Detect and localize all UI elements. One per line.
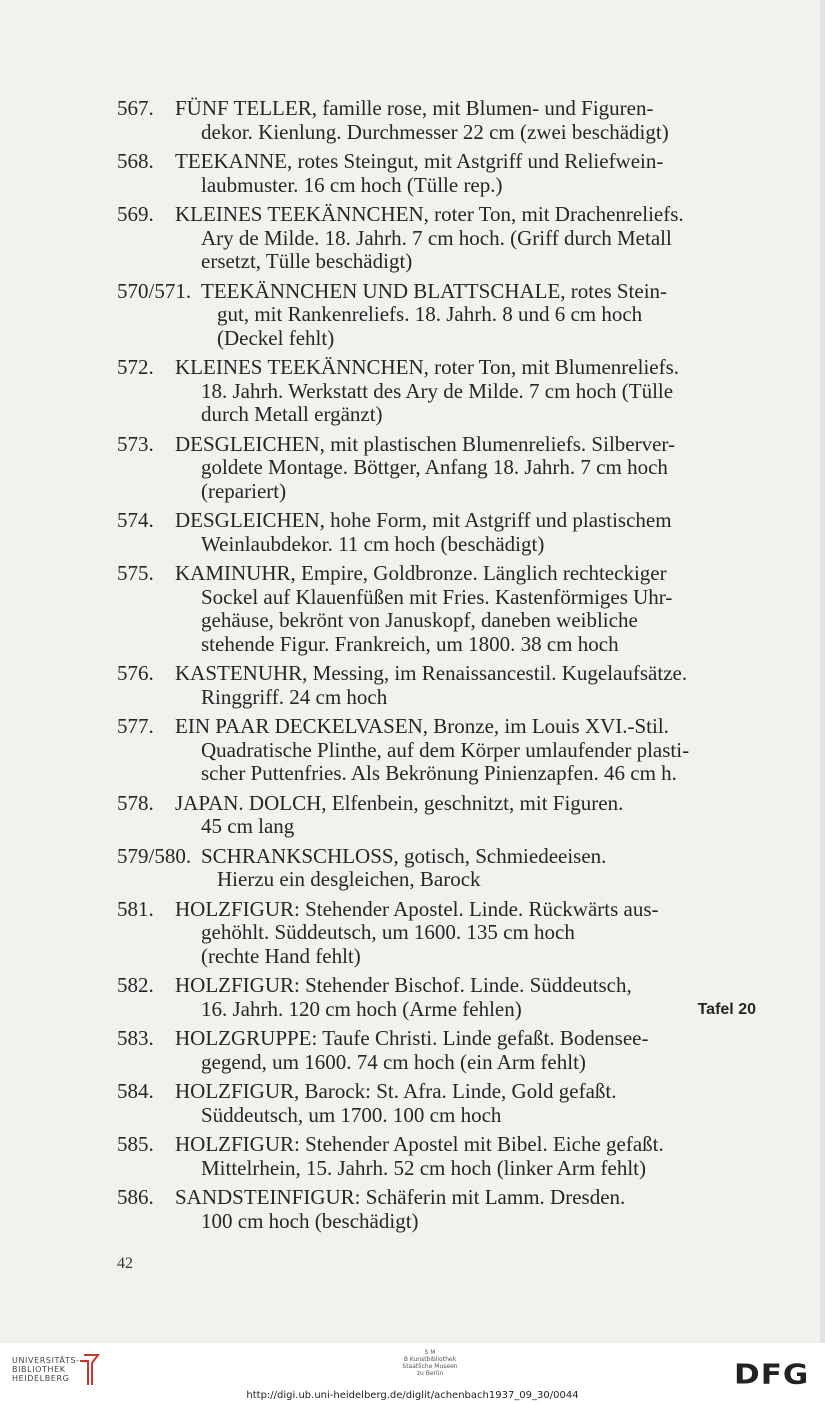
entry-text: goldete Montage. Böttger, Anfang 18. Jahrh. 7 cm hoch [201,455,668,479]
entry-text: Hierzu ein desgleichen, Barock [217,867,481,891]
catalog-entry [117,898,762,969]
entry-text: 16. Jahrh. 120 cm hoch (Arme fehlen) [201,996,522,1021]
entry-text-line [217,327,762,351]
entry-text: durch Metall ergänzt) [201,402,383,426]
entry-text-line [175,1133,762,1157]
entry-text: SANDSTEINFIGUR: Schäferin mit Lamm. Dresden. [175,1185,626,1209]
scan-edge [820,0,825,1343]
entry-text: KLEINES TEEKÄNNCHEN, roter Ton, mit Drachenreliefs. [175,202,684,226]
entry-text-line [201,403,762,427]
entry-text-line [201,815,762,839]
catalog-entry [117,1080,762,1127]
entry-text: HOLZFIGUR: Stehender Apostel. Linde. Rückwärts aus- [175,896,659,921]
catalog-entry [117,715,762,786]
catalog-entry [117,1133,762,1180]
entry-text-line [175,792,762,816]
entry-text-line [201,633,762,657]
entry-text-line [175,433,762,457]
entry-text: laubmuster. 16 cm hoch (Tülle rep.) [201,172,503,197]
entry-number: 573. [117,431,154,456]
entry-text-line [175,203,762,227]
entry-number: 579/580. [117,843,192,868]
entry-text: stehende Figur. Frankreich, um 1800. 38 cm hoch [201,631,619,656]
entry-number: 569. [117,202,154,226]
entry-text: gut, mit Rankenreliefs. 18. Jahrh. 8 und 6 cm hoch [217,302,643,326]
entry-text-line [201,456,762,480]
entry-text-line [201,227,762,251]
entry-text: HOLZFIGUR, Barock: St. Afra. Linde, Gold gefaßt. [175,1079,617,1103]
entry-text: KASTENUHR, Messing, im Renaissancestil. Kugelaufsätze. [175,661,688,685]
entry-text-line [175,715,762,739]
entry-text: ersetzt, Tülle beschädigt) [201,249,413,273]
entry-text: Sockel auf Klauenfüßen mit Fries. Kastenförmiges Uhr- [201,584,673,609]
entry-text: 100 cm hoch (beschädigt) [201,1208,419,1233]
entry-text-line [175,509,762,533]
entry-text: 18. Jahrh. Werkstatt des Ary de Milde. 7 cm hoch (Tülle [201,378,674,403]
catalog-entries [117,97,762,1239]
entry-number: 576. [117,661,154,685]
catalog-entry [117,845,762,892]
entry-text: gehäuse, bekrönt von Januskopf, daneben weibliche [201,608,638,632]
plate-reference: Tafel 20 [697,1000,756,1018]
entry-text: scher Puttenfries. Als Bekrönung Pinienzapfen. 46 cm h. [201,761,677,785]
entry-text-line [217,303,762,327]
entry-text-line [201,739,762,763]
catalog-entry [117,792,762,839]
kunstbibliothek-logo: S M B Kunstbibliothek Staatliche Museen zu Berlin [402,1349,458,1377]
entry-text-line [201,586,762,610]
entry-text-line [175,1027,762,1051]
entry-text-line [201,1210,762,1234]
entry-text-line [201,686,762,710]
entry-number: 581. [117,896,154,921]
entry-text-line [175,662,762,686]
entry-text-line [201,1157,762,1181]
entry-number: 570/571. [117,278,192,303]
entry-text-line [175,1080,762,1104]
entry-text: Mittelrhein, 15. Jahrh. 52 cm hoch (linker Arm fehlt) [201,1155,646,1180]
entry-text: TEEKANNE, rotes Steingut, mit Astgriff und Reliefwein- [175,149,664,173]
entry-text: HOLZFIGUR: Stehender Bischof. Linde. Süddeutsch, [175,973,632,997]
page-url[interactable]: http://digi.ub.uni-heidelberg.de/diglit/achenbach1937_09_30/0044 [246,1390,579,1401]
entry-number: 568. [117,149,154,173]
catalog-entry [117,150,762,197]
entry-text-line [201,280,762,304]
entry-text-line [201,380,762,404]
entry-number: 567. [117,96,154,120]
catalog-entry [117,203,762,274]
entry-number: 584. [117,1079,154,1103]
entry-text-line [201,1104,762,1128]
entry-text: (rechte Hand fehlt) [201,943,361,968]
entry-text: Ary de Milde. 18. Jahrh. 7 cm hoch. (Griff durch Metall [201,225,672,250]
entry-text: gehöhlt. Süddeutsch, um 1600. 135 cm hoch [201,920,575,944]
entry-text-line [175,150,762,174]
entry-text-line [201,121,762,145]
catalog-entry [117,509,762,556]
catalog-entry [117,356,762,427]
entry-text-line [201,998,762,1022]
entry-text: KLEINES TEEKÄNNCHEN, roter Ton, mit Blumenreliefs. [175,355,680,379]
entry-number: 586. [117,1185,154,1209]
entry-text: 45 cm lang [201,814,295,838]
entry-text: TEEKÄNNCHEN UND BLATTSCHALE, rotes Stein- [201,278,668,303]
entry-text-line [175,974,762,998]
catalog-entry [117,97,762,144]
catalog-entry [117,433,762,504]
entry-number: 578. [117,790,154,815]
catalog-entry [117,562,762,656]
entry-text-line [175,1186,762,1210]
dfg-logo: DFG [734,1359,810,1391]
entry-text: dekor. Kienlung. Durchmesser 22 cm (zwei beschädigt) [201,119,669,144]
entry-text-line [201,609,762,633]
page-number: 42 [117,1255,133,1272]
entry-number: 575. [117,561,154,585]
entry-text: HOLZFIGUR: Stehender Apostel mit Bibel. Eiche gefaßt. [175,1132,664,1156]
entry-text: HOLZGRUPPE: Taufe Christi. Linde gefaßt. Bodensee- [175,1026,649,1050]
entry-text-line [201,174,762,198]
entry-text: (Deckel fehlt) [217,325,335,350]
entry-text: Weinlaubdekor. 11 cm hoch (beschädigt) [201,531,545,556]
entry-number: 577. [117,714,154,738]
entry-text-line [201,533,762,557]
entry-text-line [201,762,762,786]
entry-text-line [201,845,762,869]
entry-text-line [201,250,762,274]
entry-number: 574. [117,508,154,532]
entry-text-line [217,868,762,892]
entry-number: 582. [117,973,154,997]
entry-text-line [175,356,762,380]
entry-text-line [175,562,762,586]
catalog-entry [117,1186,762,1233]
entry-text: gegend, um 1600. 74 cm hoch (ein Arm fehlt) [201,1049,586,1074]
entry-number: 572. [117,355,154,379]
entry-text-line [175,898,762,922]
entry-text: Quadratische Plinthe, auf dem Körper umlaufender plasti- [201,737,690,762]
entry-text: (repariert) [201,478,287,503]
university-logo-icon [78,1353,100,1387]
entry-text: DESGLEICHEN, hohe Form, mit Astgriff und plastischem [175,508,672,532]
entry-number: 585. [117,1132,154,1156]
catalog-entry [117,974,762,1021]
entry-text: KAMINUHR, Empire, Goldbronze. Länglich rechteckiger [175,561,667,585]
entry-text-line [175,97,762,121]
catalog-entry [117,1027,762,1074]
entry-text: Ringgriff. 24 cm hoch [201,684,388,709]
catalog-entry [117,280,762,351]
viewer-footer [0,1343,825,1403]
entry-text: SCHRANKSCHLOSS, gotisch, Schmiedeeisen. [201,843,607,868]
entry-text: JAPAN. DOLCH, Elfenbein, geschnitzt, mit Figuren. [175,790,624,815]
entry-text: Süddeutsch, um 1700. 100 cm hoch [201,1102,502,1127]
university-library-name: UNIVERSITÄTS- BIBLIOTHEK HEIDELBERG [12,1356,80,1383]
entry-number: 583. [117,1026,154,1050]
entry-text-line [201,1051,762,1075]
entry-text-line [201,921,762,945]
catalog-entry [117,662,762,709]
entry-text: FÜNF TELLER, famille rose, mit Blumen- und Figuren- [175,96,654,120]
entry-text: EIN PAAR DECKELVASEN, Bronze, im Louis XVI.-Stil. [175,714,669,738]
entry-text-line [201,945,762,969]
entry-text-line [201,480,762,504]
entry-text: DESGLEICHEN, mit plastischen Blumenreliefs. Silberver- [175,431,675,456]
